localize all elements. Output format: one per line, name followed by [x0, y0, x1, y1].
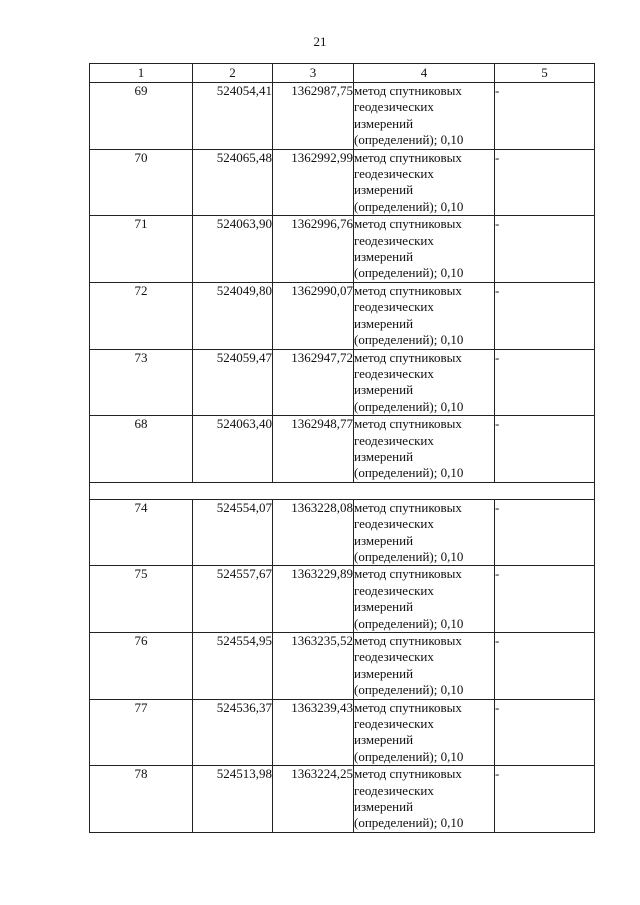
- method-line: измерений: [354, 665, 414, 681]
- method-line: метод спутниковых: [354, 566, 462, 582]
- method-line: метод спутниковых: [354, 766, 462, 782]
- table-row: [90, 83, 595, 150]
- y-coordinate-cell: 1362996,76: [273, 216, 354, 283]
- y-coordinate-cell: 1362990,07: [273, 282, 354, 349]
- note-cell: -: [495, 416, 595, 483]
- method-line: измерений: [354, 732, 414, 748]
- method-line: измерений: [354, 799, 414, 815]
- method-line: геодезических: [354, 99, 434, 115]
- point-number-cell: 76: [90, 633, 193, 700]
- method-line: (определений); 0,10: [354, 132, 464, 148]
- point-number-cell: 71: [90, 216, 193, 283]
- y-coordinate-cell: 1362992,99: [273, 149, 354, 216]
- table-row: [90, 699, 595, 766]
- header-cell-y: 3: [273, 64, 354, 83]
- method-line: геодезических: [354, 716, 434, 732]
- x-coordinate-cell: 524049,80: [193, 282, 273, 349]
- x-coordinate-cell: 524536,37: [193, 699, 273, 766]
- method-line: геодезических: [354, 299, 434, 315]
- y-coordinate-cell: 1362947,72: [273, 349, 354, 416]
- method-line: измерений: [354, 115, 414, 131]
- x-coordinate-cell: 524065,48: [193, 149, 273, 216]
- y-coordinate-cell: 1363228,08: [273, 499, 354, 566]
- method-line: измерений: [354, 599, 414, 615]
- separator-cell: [90, 482, 595, 499]
- method-cell: [354, 216, 495, 283]
- method-line: (определений); 0,10: [354, 332, 464, 348]
- method-cell: [354, 83, 495, 150]
- header-cell-point-number: 1: [90, 64, 193, 83]
- point-number-cell: 74: [90, 499, 193, 566]
- x-coordinate-cell: 524063,90: [193, 216, 273, 283]
- table-row: [90, 216, 595, 283]
- method-line: геодезических: [354, 365, 434, 381]
- method-cell: [354, 699, 495, 766]
- method-line: метод спутниковых: [354, 282, 462, 298]
- header-cell-method: 4: [354, 64, 495, 83]
- header-cell-note: 5: [495, 64, 595, 83]
- x-coordinate-cell: 524063,40: [193, 416, 273, 483]
- method-cell: [354, 633, 495, 700]
- note-cell: -: [495, 83, 595, 150]
- table-header: [90, 64, 595, 83]
- table-row: [90, 566, 595, 633]
- note-cell: -: [495, 149, 595, 216]
- y-coordinate-cell: 1363229,89: [273, 566, 354, 633]
- point-number-cell: 70: [90, 149, 193, 216]
- note-cell: -: [495, 349, 595, 416]
- method-line: геодезических: [354, 166, 434, 182]
- method-line: измерений: [354, 315, 414, 331]
- point-number-cell: 75: [90, 566, 193, 633]
- method-line: метод спутниковых: [354, 149, 462, 165]
- method-line: геодезических: [354, 649, 434, 665]
- point-number-cell: 72: [90, 282, 193, 349]
- point-number-cell: 73: [90, 349, 193, 416]
- method-line: (определений); 0,10: [354, 265, 464, 281]
- header-row: [90, 64, 595, 83]
- method-cell: [354, 766, 495, 833]
- method-line: (определений); 0,10: [354, 682, 464, 698]
- method-line: (определений); 0,10: [354, 198, 464, 214]
- method-line: геодезических: [354, 582, 434, 598]
- method-line: геодезических: [354, 232, 434, 248]
- method-line: (определений); 0,10: [354, 465, 464, 481]
- method-line: (определений); 0,10: [354, 398, 464, 414]
- table-row: [90, 633, 595, 700]
- note-cell: -: [495, 216, 595, 283]
- x-coordinate-cell: 524054,41: [193, 83, 273, 150]
- point-number-cell: 69: [90, 83, 193, 150]
- method-line: (определений); 0,10: [354, 815, 464, 831]
- method-line: метод спутниковых: [354, 699, 462, 715]
- method-line: геодезических: [354, 516, 434, 532]
- table-row: [90, 766, 595, 833]
- coordinates-table: [89, 63, 595, 833]
- y-coordinate-cell: 1363235,52: [273, 633, 354, 700]
- note-cell: -: [495, 633, 595, 700]
- x-coordinate-cell: 524513,98: [193, 766, 273, 833]
- note-cell: -: [495, 282, 595, 349]
- method-line: измерений: [354, 182, 414, 198]
- method-line: метод спутниковых: [354, 499, 462, 515]
- method-line: (определений); 0,10: [354, 548, 464, 564]
- method-line: геодезических: [354, 432, 434, 448]
- method-line: метод спутниковых: [354, 83, 462, 98]
- method-cell: [354, 499, 495, 566]
- method-line: (определений); 0,10: [354, 615, 464, 631]
- page-number: 21: [313, 34, 327, 49]
- table-row: [90, 149, 595, 216]
- method-cell: [354, 416, 495, 483]
- y-coordinate-cell: 1362987,75: [273, 83, 354, 150]
- method-line: измерений: [354, 448, 414, 464]
- method-cell: [354, 566, 495, 633]
- table-row: [90, 282, 595, 349]
- note-cell: -: [495, 566, 595, 633]
- y-coordinate-cell: 1363239,43: [273, 699, 354, 766]
- y-coordinate-cell: 1362948,77: [273, 416, 354, 483]
- method-cell: [354, 349, 495, 416]
- x-coordinate-cell: 524554,07: [193, 499, 273, 566]
- method-line: метод спутниковых: [354, 633, 462, 648]
- x-coordinate-cell: 524557,67: [193, 566, 273, 633]
- method-line: метод спутниковых: [354, 216, 462, 232]
- method-line: (определений); 0,10: [354, 748, 464, 764]
- method-cell: [354, 149, 495, 216]
- x-coordinate-cell: 524059,47: [193, 349, 273, 416]
- method-line: измерений: [354, 382, 414, 398]
- point-number-cell: 78: [90, 766, 193, 833]
- method-line: измерений: [354, 249, 414, 265]
- header-cell-x: 2: [193, 64, 273, 83]
- y-coordinate-cell: 1363224,25: [273, 766, 354, 833]
- method-line: метод спутниковых: [354, 349, 462, 365]
- method-line: метод спутниковых: [354, 416, 462, 432]
- method-line: измерений: [354, 532, 414, 548]
- table-row: [90, 416, 595, 483]
- method-cell: [354, 282, 495, 349]
- section-separator-row: [90, 482, 595, 499]
- x-coordinate-cell: 524554,95: [193, 633, 273, 700]
- note-cell: -: [495, 699, 595, 766]
- table-row: [90, 349, 595, 416]
- method-line: геодезических: [354, 782, 434, 798]
- note-cell: -: [495, 766, 595, 833]
- point-number-cell: 77: [90, 699, 193, 766]
- note-cell: -: [495, 499, 595, 566]
- point-number-cell: 68: [90, 416, 193, 483]
- table-row: [90, 499, 595, 566]
- table-body: [90, 83, 595, 833]
